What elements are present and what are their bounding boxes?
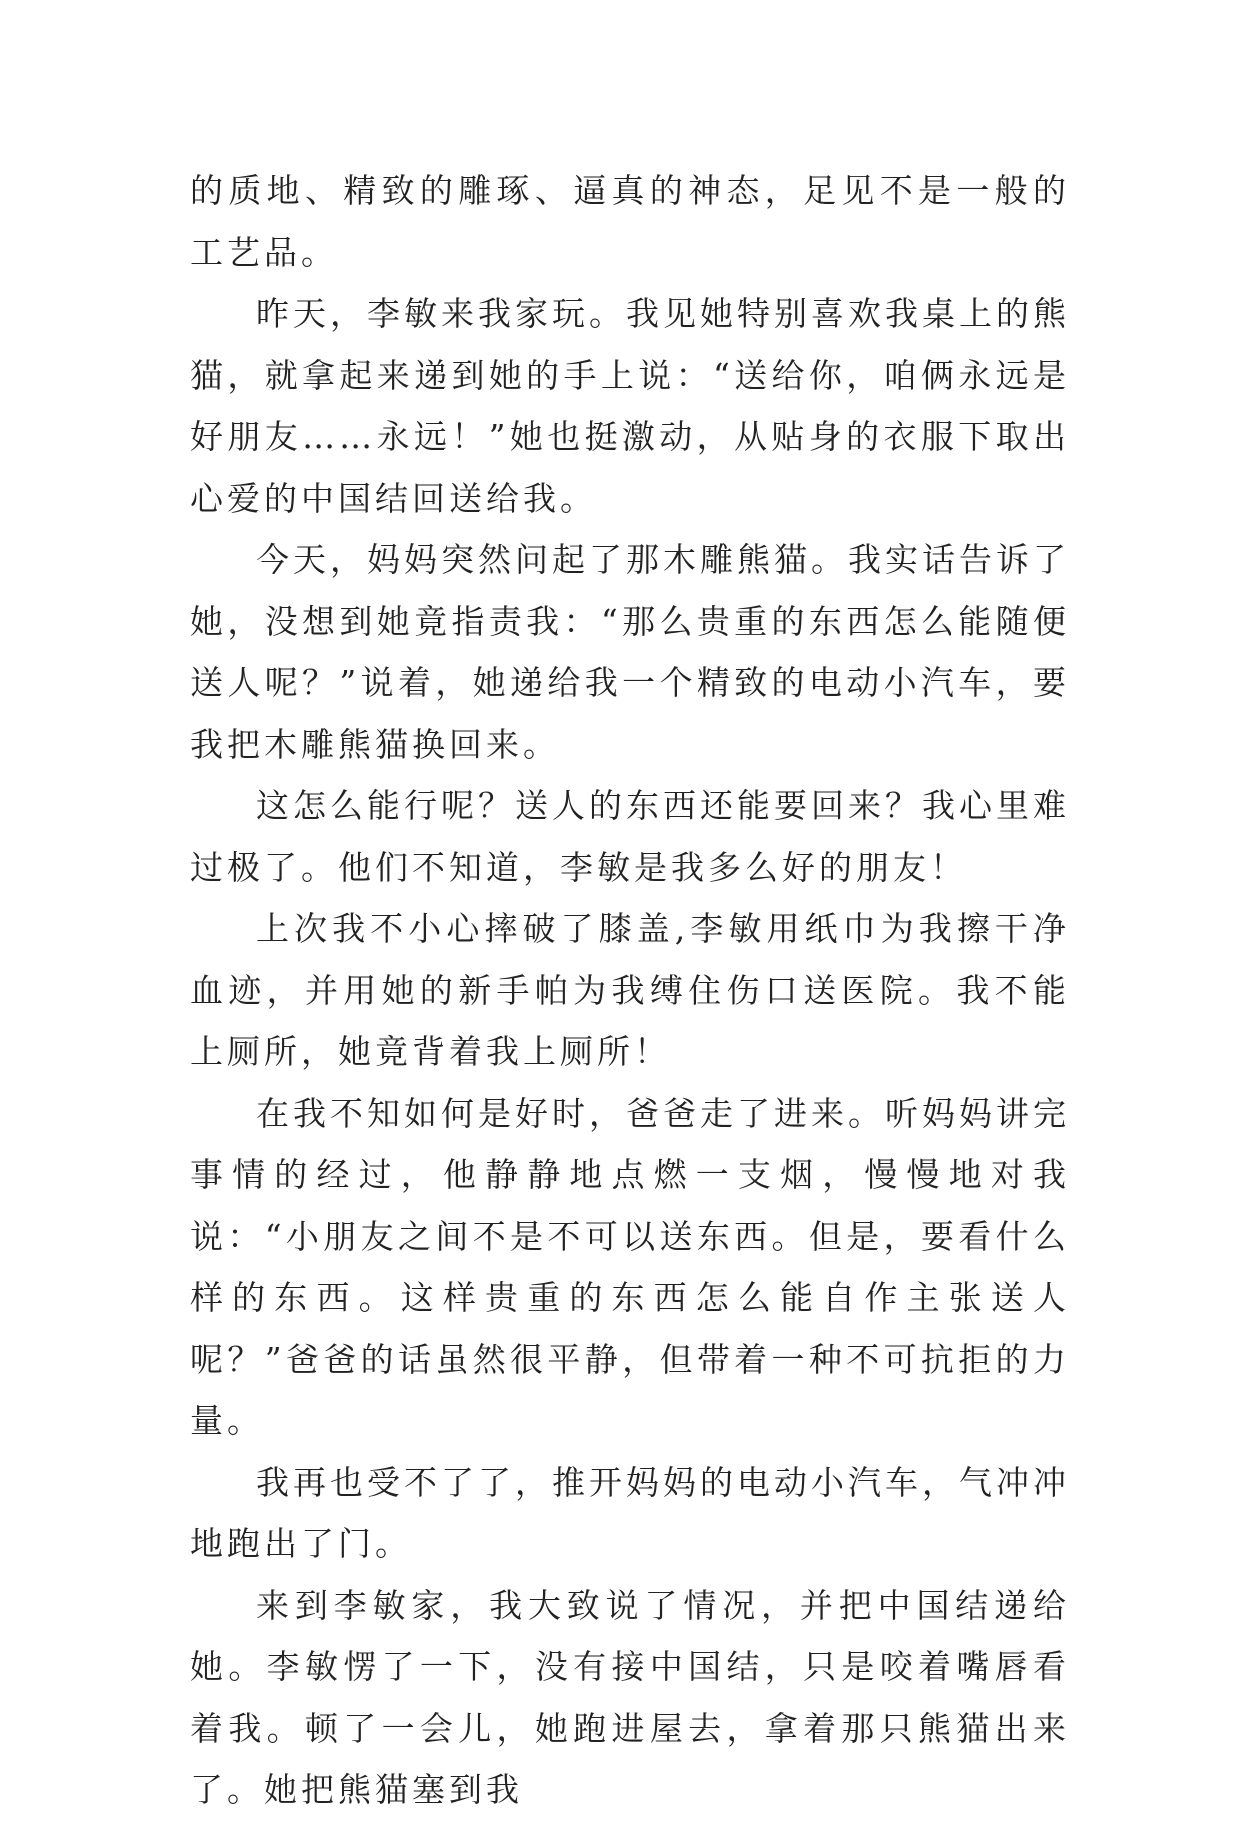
paragraph-father: 在我不知如何是好时，爸爸走了进来。听妈妈讲完事情的经过，他静静地点燃一支烟，慢慢地对我说：“小朋友之间不是不可以送东西。但是，要看什么样的东西。这样贵重的东西怎么能自作主张送人呢？”爸爸的话虽然很平静，但带着一种不可抗拒的力量。 [190, 1093, 1070, 1440]
paragraph-today: 今天，妈妈突然问起了那木雕熊猫。我实话告诉了她，没想到她竟指责我：“那么贵重的东西怎么能随便送人呢？”说着，她递给我一个精致的电动小汽车，要我把木雕熊猫换回来。 [190, 540, 1070, 764]
paragraph-ran-out: 我再也受不了了，推开妈妈的电动小汽车，气冲冲地跑出了门。 [190, 1462, 1070, 1563]
story-text [190, 160, 1070, 1821]
paragraph-yesterday: 昨天，李敏来我家玩。我见她特别喜欢我桌上的熊猫，就拿起来递到她的手上说：“送给你，咱俩永远是好朋友……永远！”她也挺激动，从贴身的衣服下取出心爱的中国结回送给我。 [190, 294, 1070, 518]
paragraph-how-can: 这怎么能行呢？送人的东西还能要回来？我心里难过极了。他们不知道，李敏是我多么好的朋友！ [190, 786, 1070, 887]
paragraph-li-min-home: 来到李敏家，我大致说了情况，并把中国结递给她。李敏愣了一下，没有接中国结，只是咬着嘴唇看着我。顿了一会儿，她跑进屋去，拿着那只熊猫出来了。她把熊猫塞到我 [190, 1585, 1070, 1809]
paragraph-continuation: 的质地、精致的雕琢、逼真的神态，足见不是一般的工艺品。 [190, 171, 1070, 272]
paragraph-last-time: 上次我不小心摔破了膝盖,李敏用纸巾为我擦干净血迹，并用她的新手帕为我缚住伤口送医院。我不能上厕所，她竟背着我上厕所！ [190, 909, 1070, 1071]
